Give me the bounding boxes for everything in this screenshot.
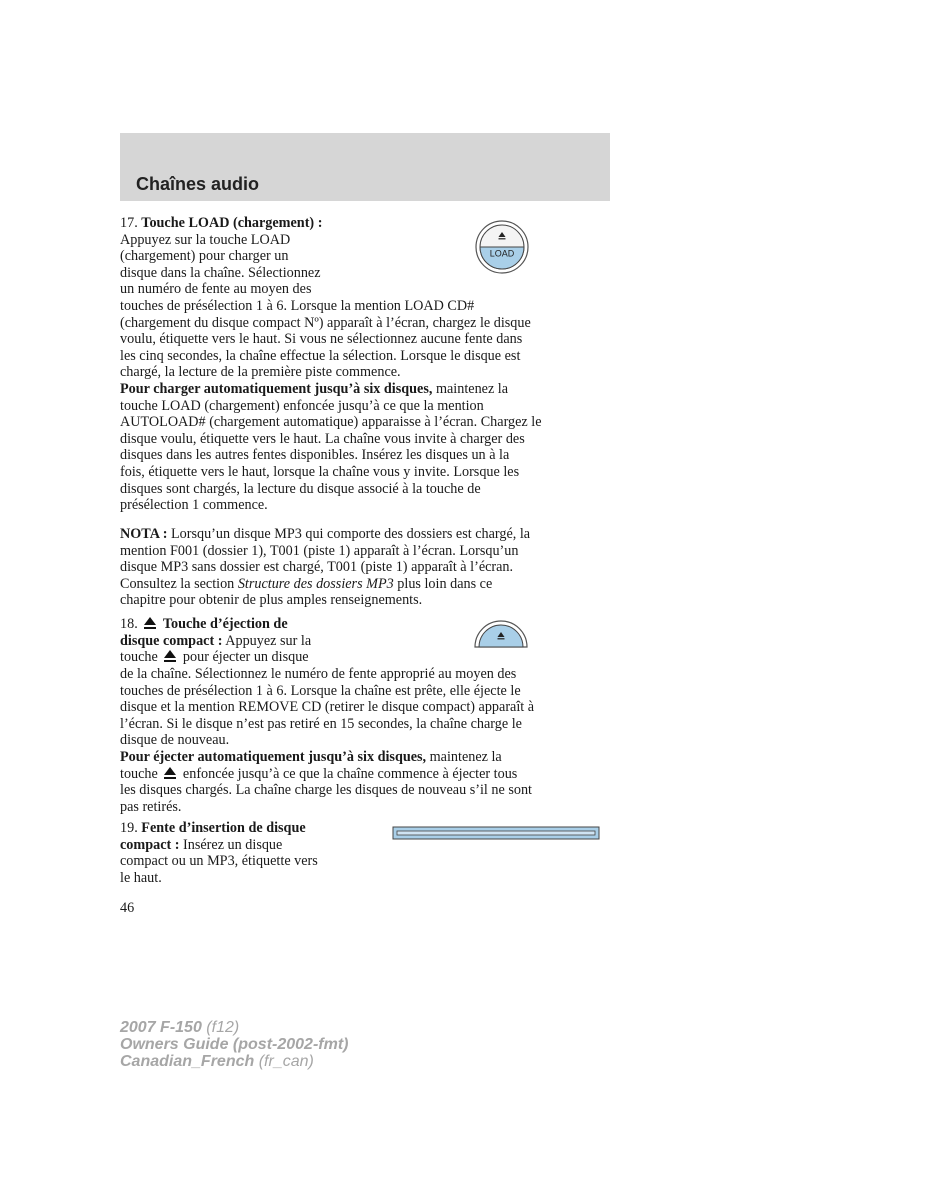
text-run: touche — [120, 649, 158, 666]
load-intro — [120, 215, 360, 298]
nota-note — [120, 526, 612, 609]
text-run: Lorsqu’un disque MP3 qui comporte des dossiers est chargé, la — [167, 526, 531, 542]
eject-heading: Touche d’éjection de — [162, 616, 288, 632]
slot-heading-cont: compact : — [120, 836, 180, 853]
text-line: touches de présélection 1 à 6. Lorsque la chaîne est prête, elle éjecte le — [120, 682, 521, 699]
text-line: disques dans les autres fentes disponibles. Insérez les disques un à la — [120, 447, 510, 464]
cd-slot-illustration — [392, 826, 602, 842]
text-line: disque et la mention REMOVE CD (retirer le disque compact) apparaît à — [120, 699, 535, 716]
text-line: disque MP3 sans dossier est chargé, T001 (piste 1) apparaît à l’écran. — [120, 559, 514, 576]
eject-button-illustration — [473, 620, 529, 650]
eject-body — [120, 666, 612, 815]
text-line: le haut. — [120, 869, 162, 886]
item-number: 17. — [120, 215, 138, 231]
eject-icon — [164, 767, 176, 779]
eject-icon — [144, 617, 156, 629]
item-number: 18. — [120, 616, 138, 632]
text-line: de la chaîne. Sélectionnez le numéro de fente approprié au moyen des — [120, 666, 517, 682]
text-line: voulu, étiquette vers le haut. Si vous ne sélectionnez aucune fente dans — [120, 331, 523, 348]
text-line: un numéro de fente au moyen des — [120, 281, 312, 298]
text-line: Appuyez sur la touche LOAD — [120, 231, 291, 248]
load-button-label: LOAD — [489, 248, 515, 259]
text-line: (chargement) pour charger un — [120, 248, 289, 265]
footer-code: (f12) — [201, 1019, 240, 1036]
text-line: AUTOLOAD# (chargement automatique) apparaisse à l’écran. Chargez le — [120, 414, 542, 431]
text-run: Appuyez sur la — [222, 632, 312, 649]
text-line: disques sont chargés, la lecture du disque associé à la touche de — [120, 480, 481, 497]
page-number: 46 — [120, 900, 135, 916]
text-line: compact ou un MP3, étiquette vers — [120, 853, 318, 870]
text-run: touche — [120, 765, 158, 782]
nota-label: NOTA : — [120, 526, 168, 542]
text-line: l’écran. Si le disque n’est pas retiré en 15 secondes, la chaîne charge le — [120, 715, 522, 732]
eject-icon — [164, 650, 176, 662]
item-number: 19. — [120, 820, 138, 836]
text-line: mention F001 (dossier 1), T001 (piste 1) apparaît à l’écran. Lorsqu’un — [120, 542, 519, 559]
cross-reference: Structure des dossiers MP3 — [237, 575, 394, 592]
text-line: disque dans la chaîne. Sélectionnez — [120, 264, 321, 281]
footer-language: Canadian_French — [120, 1053, 255, 1070]
load-heading: Touche LOAD (chargement) : — [141, 215, 323, 231]
footer-locale: (fr_can) — [254, 1053, 314, 1070]
text-run: Insérez un disque — [179, 836, 283, 853]
autoload-heading: Pour charger automatiquement jusqu’à six disques, — [120, 380, 433, 397]
text-line: les disques chargés. La chaîne charge les disques de nouveau s’il ne sont — [120, 782, 532, 799]
text-line: pas retirés. — [120, 798, 182, 815]
text-run: enfoncée jusqu’à ce que la chaîne commence à éjecter tous — [182, 765, 518, 782]
eject-heading-cont: disque compact : — [120, 632, 223, 649]
text-line: chargé, la lecture de la première piste commence. — [120, 364, 401, 381]
text-line: touches de présélection 1 à 6. Lorsque la mention LOAD CD# — [120, 298, 475, 314]
load-button-illustration — [474, 219, 530, 275]
text-line: disque voulu, étiquette vers le haut. La chaîne vous invite à charger des — [120, 430, 525, 447]
text-line: présélection 1 commence. — [120, 497, 268, 514]
text-run: pour éjecter un disque — [182, 649, 309, 666]
slot-intro — [120, 820, 360, 886]
text-line: fois, étiquette vers le haut, lorsque la chaîne vous y invite. Lorsque les — [120, 463, 520, 480]
footer-guide: Owners Guide (post-2002-fmt) — [120, 1036, 349, 1053]
section-header — [120, 133, 610, 201]
slot-heading: Fente d’insertion de disque — [141, 820, 306, 836]
load-body — [120, 298, 612, 514]
text-run: Consultez la section — [120, 575, 238, 592]
text-run: plus loin dans ce — [393, 575, 493, 592]
text-line: (chargement du disque compact Nº) apparaît à l’écran, chargez le disque — [120, 314, 531, 331]
eject-intro — [120, 616, 360, 666]
text-line: disque de nouveau. — [120, 732, 230, 749]
text-run: maintenez la — [426, 748, 502, 765]
autoeject-heading: Pour éjecter automatiquement jusqu’à six disques, — [120, 748, 427, 765]
text-line: les cinq secondes, la chaîne effectue la sélection. Lorsque le disque est — [120, 347, 521, 364]
text-line: chapitre pour obtenir de plus amples renseignements. — [120, 592, 423, 609]
document-footer — [120, 1019, 348, 1070]
text-line: touche LOAD (chargement) enfoncée jusqu’à ce que la mention — [120, 397, 484, 414]
text-run: maintenez la — [432, 380, 509, 397]
footer-model: 2007 F-150 — [120, 1019, 202, 1036]
page-title: Chaînes audio — [136, 174, 260, 194]
